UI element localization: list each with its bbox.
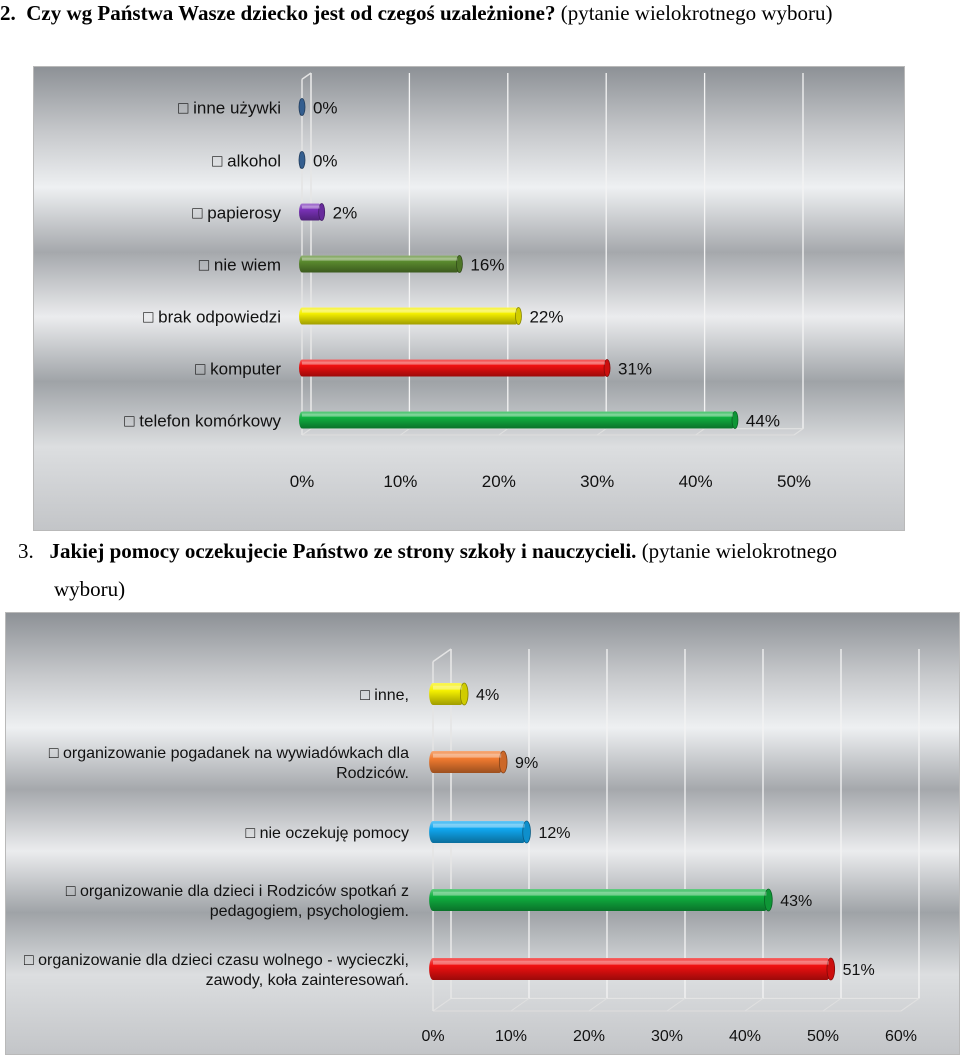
- category-label: Rodziców.: [336, 765, 409, 783]
- bar: [429, 958, 835, 980]
- x-tick-label: 60%: [884, 1028, 918, 1045]
- value-label: 51%: [842, 962, 875, 980]
- bar: [299, 308, 521, 325]
- bar: [299, 99, 305, 116]
- value-label: 2%: [332, 203, 358, 223]
- chart-help-expected: [5, 612, 960, 1055]
- x-tick-label: 40%: [678, 472, 713, 491]
- category-label: □ inne używki: [178, 98, 281, 118]
- gridline-floor: [667, 998, 685, 1011]
- q3-note-cont: wyboru): [54, 577, 126, 601]
- x-tick-label: 20%: [572, 1028, 606, 1045]
- bar-end-cap: [299, 99, 305, 116]
- x-tick-label: 50%: [776, 472, 812, 491]
- bar: [299, 360, 610, 377]
- category-label: □ nie wiem: [198, 255, 281, 275]
- value-label: 16%: [470, 255, 505, 275]
- x-tick-label: 0%: [421, 1028, 445, 1045]
- x-tick-label: 40%: [728, 1028, 762, 1045]
- value-label: 31%: [618, 359, 653, 379]
- bar: [429, 821, 530, 843]
- category-label: □ nie oczekuję pomocy: [245, 825, 409, 843]
- category-label: □ alkohol: [212, 151, 281, 171]
- q2-number: 2.: [0, 1, 16, 25]
- gridline-floor: [597, 429, 606, 435]
- gridline-floor: [302, 429, 311, 435]
- x-tick-label: 0%: [289, 472, 315, 491]
- question-2-heading: [0, 0, 960, 26]
- category-label: □ brak odpowiedzi: [143, 307, 281, 327]
- value-label: 12%: [538, 825, 571, 843]
- gridline-floor: [499, 429, 508, 435]
- x-tick-label: 30%: [650, 1028, 684, 1045]
- category-label: □ komputer: [195, 359, 281, 379]
- value-label: 22%: [529, 307, 564, 327]
- bar: [299, 204, 325, 221]
- value-label: 44%: [745, 411, 780, 431]
- q3-number: 3.: [18, 539, 34, 563]
- category-label: □ organizowanie dla dzieci i Rodziców spotkań z: [65, 883, 409, 901]
- bar-end-cap: [299, 152, 305, 169]
- q2-question: Czy wg Państwa Wasze dziecko jest od czegoś uzależnione?: [26, 1, 556, 25]
- gridline-floor: [696, 429, 705, 435]
- gridline-floor: [823, 998, 841, 1011]
- y-axis-top-edge: [302, 73, 311, 79]
- gridline-floor: [433, 998, 451, 1011]
- value-label: 43%: [780, 893, 813, 911]
- chart-help-expected-svg: [6, 613, 959, 1054]
- bar-highlight: [302, 414, 733, 417]
- bar: [299, 412, 738, 429]
- gridline-floor: [901, 998, 919, 1011]
- bar: [299, 256, 462, 273]
- value-label: 4%: [476, 687, 500, 705]
- question-3-heading-cont: [54, 576, 960, 602]
- bar-highlight: [302, 258, 457, 261]
- x-tick-label: 10%: [383, 472, 418, 491]
- q3-note: (pytanie wielokrotnego: [641, 539, 838, 563]
- category-label: pedagogiem, psychologiem.: [209, 903, 409, 921]
- value-label: 0%: [312, 98, 338, 118]
- bar-highlight: [433, 892, 766, 896]
- x-tick-label: 30%: [580, 472, 615, 491]
- bar-highlight: [302, 310, 516, 313]
- x-tick-label: 20%: [481, 472, 516, 491]
- chart-addictions-svg: [34, 67, 904, 530]
- gridline-floor: [511, 998, 529, 1011]
- bar-highlight: [302, 206, 320, 209]
- category-label: □ papierosy: [192, 203, 281, 223]
- bar: [429, 751, 507, 773]
- bar: [299, 152, 305, 169]
- bar-highlight: [302, 362, 605, 365]
- gridline-floor: [794, 429, 803, 435]
- category-label: zawody, koła zainteresowań.: [205, 972, 409, 990]
- bar-highlight: [433, 754, 501, 758]
- y-axis-top-edge: [433, 649, 451, 662]
- category-label: □ inne,: [360, 687, 409, 705]
- chart-addictions: [33, 66, 905, 531]
- bar-highlight: [433, 686, 462, 690]
- category-label: □ organizowanie pogadanek na wywiadówkach dla: [48, 745, 409, 763]
- q2-note: (pytanie wielokrotnego wyboru): [560, 1, 833, 25]
- question-3-heading: [18, 538, 960, 564]
- bar: [429, 889, 772, 911]
- q3-question: Jakiej pomocy oczekujecie Państwo ze strony szkoły i nauczycieli.: [49, 539, 637, 563]
- x-tick-label: 10%: [494, 1028, 528, 1045]
- value-label: 0%: [312, 151, 338, 171]
- bar-highlight: [433, 961, 829, 965]
- gridline-floor: [745, 998, 763, 1011]
- gridline-floor: [400, 429, 409, 435]
- x-tick-label: 50%: [806, 1028, 840, 1045]
- value-label: 9%: [515, 755, 539, 773]
- category-label: □ telefon komórkowy: [124, 411, 281, 431]
- bar-highlight: [433, 824, 525, 828]
- gridline-floor: [589, 998, 607, 1011]
- bar: [429, 683, 468, 705]
- category-label: □ organizowanie dla dzieci czasu wolnego - wycieczki,: [24, 952, 409, 970]
